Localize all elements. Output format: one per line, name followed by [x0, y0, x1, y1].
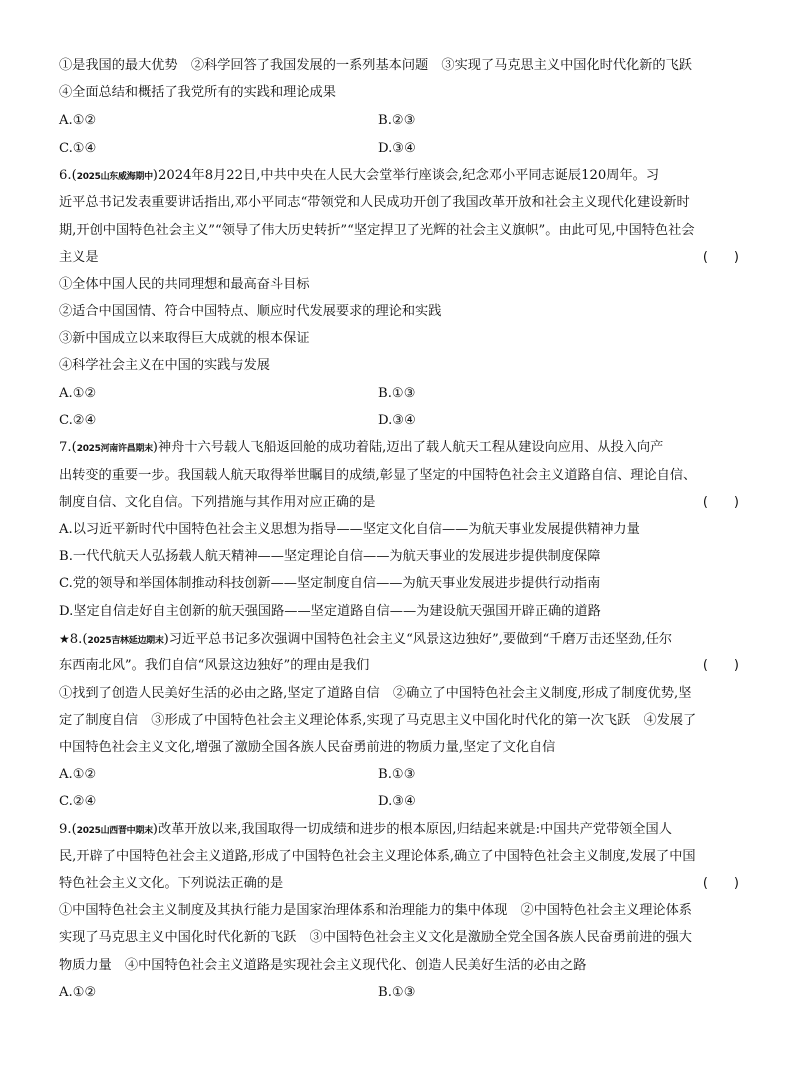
- q9-stem-line1: [59, 821, 739, 840]
- q6-option-d[interactable]: D.③④: [378, 413, 416, 428]
- q8-option-c[interactable]: C.②④: [59, 794, 97, 809]
- q9-answer-bracket[interactable]: ( ): [702, 876, 739, 891]
- q7-source: 2025河南许昌期末: [76, 444, 153, 454]
- q7-stem-line1: [59, 439, 739, 458]
- q6-stem-line3: 期,开创中国特色社会主义”“领导了伟大历史转折”“坚定捍卫了光辉的社会主义旗帜”。由此可见,中国特色社会: [59, 223, 695, 238]
- q9-statements-line1: ①中国特色社会主义制度及其执行能力是国家治理体系和治理能力的集中体现 ②中国特色社会主义理论体系: [59, 903, 692, 918]
- q7-answer-bracket[interactable]: ( ): [702, 495, 739, 510]
- q5-option-d[interactable]: D.③④: [378, 141, 416, 156]
- q6-option-b[interactable]: B.①③: [378, 386, 416, 401]
- q8-stem-line1: [59, 630, 739, 650]
- q6-number: 6.(: [59, 168, 77, 183]
- q6-statement-2: ②适合中国国情、符合中国特点、顺应时代发展要求的理论和实践: [59, 304, 442, 319]
- q8-option-d[interactable]: D.③④: [378, 794, 416, 809]
- q7-option-a[interactable]: A.以习近平新时代中国特色社会主义思想为指导——坚定文化自信——为航天事业发展提供精神力量: [59, 522, 640, 537]
- q6-stem-line1: [59, 167, 739, 186]
- q7-option-c[interactable]: C.党的领导和举国体制推动科技创新——坚定制度自信——为航天事业发展进步提供行动指南: [59, 576, 601, 591]
- q7-stem-text3: 制度自信、文化自信。下列措施与其作用对应正确的是: [59, 495, 376, 510]
- q9-option-a[interactable]: A.①②: [59, 985, 97, 1000]
- q8-stem-text2: 东西南北风”。我们自信“风景这边独好”的理由是我们: [59, 658, 370, 673]
- q8-source: 2025吉林延边期末: [87, 636, 164, 646]
- q6-stem-text1: )2024年8月22日,中共中央在人民大会堂举行座谈会,纪念邓小平同志诞辰120周年。习: [152, 168, 660, 183]
- q6-stem-line2: 近平总书记发表重要讲话指出,邓小平同志“带领党和人民成功开创了我国改革开放和社会主义现代化建设新时: [59, 195, 690, 210]
- q6-statement-3: ③新中国成立以来取得巨大成就的根本保证: [59, 331, 310, 346]
- q6-stem-line4: [59, 249, 739, 267]
- q5-option-a[interactable]: A.①②: [59, 113, 97, 128]
- star-icon: ★: [59, 632, 70, 646]
- q9-statements-line3: 物质力量 ④中国特色社会主义道路是实现社会主义现代化、创造人民美好生活的必由之路: [59, 958, 587, 973]
- q5-statements-line1: ①是我国的最大优势 ②科学回答了我国发展的一系列基本问题 ③实现了马克思主义中国化时代化新的飞跃: [59, 58, 692, 73]
- q6-stem-text4: 主义是: [59, 250, 99, 265]
- q8-stem-text1: )习近平总书记多次强调中国特色社会主义“风景这边独好”,要做到“千磨万击还坚劲,任尔: [163, 632, 673, 647]
- q9-stem-line3: [59, 875, 739, 893]
- q8-answer-bracket[interactable]: ( ): [702, 658, 739, 673]
- q5-option-b[interactable]: B.②③: [378, 113, 416, 128]
- q9-statements-line2: 实现了马克思主义中国化时代化新的飞跃 ③中国特色社会主义文化是激励全党全国各族人民奋勇前进的强大: [59, 930, 692, 945]
- q6-statement-4: ④科学社会主义在中国的实践与发展: [59, 358, 270, 373]
- q8-number: 8.(: [69, 632, 88, 647]
- q7-option-d[interactable]: D.坚定自信走好自主创新的航天强国路——坚定道路自信——为建设航天强国开辟正确的道路: [59, 604, 601, 619]
- q5-statements-line2: ④全面总结和概括了我党所有的实践和理论成果: [59, 85, 336, 100]
- q9-stem-text3: 特色社会主义文化。下列说法正确的是: [59, 876, 284, 891]
- q6-option-a[interactable]: A.①②: [59, 386, 97, 401]
- q9-number: 9.(: [59, 822, 77, 837]
- q6-statement-1: ①全体中国人民的共同理想和最高奋斗目标: [59, 277, 310, 292]
- q7-stem-line2: 出转变的重要一步。我国载人航天取得举世瞩目的成绩,彰显了坚定的中国特色社会主义道路自信、理论自信、: [59, 468, 697, 483]
- q6-answer-bracket[interactable]: ( ): [702, 250, 739, 265]
- q7-number: 7.(: [59, 440, 77, 455]
- q8-stem-line2: [59, 657, 739, 675]
- q8-option-b[interactable]: B.①③: [378, 767, 416, 782]
- q9-stem-line2: 民,开辟了中国特色社会主义道路,形成了中国特色社会主义理论体系,确立了中国特色社会主义制度,发展了中国: [59, 849, 696, 864]
- q8-statements-line3: 中国特色社会主义文化,增强了激励全国各族人民奋勇前进的物质力量,坚定了文化自信: [59, 740, 556, 755]
- q9-stem-text1: )改革开放以来,我国取得一切成绩和进步的根本原因,归结起来就是:中国共产党带领全国人: [152, 822, 672, 837]
- q8-statements-line1: ①找到了创造人民美好生活的必由之路,坚定了道路自信 ②确立了中国特色社会主义制度,形成了制度优势,坚: [59, 686, 692, 701]
- q6-option-c[interactable]: C.②④: [59, 413, 97, 428]
- q8-statements-line2: 定了制度自信 ③形成了中国特色社会主义理论体系,实现了马克思主义中国化时代化的第一次飞跃 ④发展了: [59, 713, 697, 728]
- q5-option-c[interactable]: C.①④: [59, 141, 97, 156]
- q6-source: 2025山东威海期中: [76, 172, 153, 182]
- q9-option-b[interactable]: B.①③: [378, 985, 416, 1000]
- q8-option-a[interactable]: A.①②: [59, 767, 97, 782]
- q9-source: 2025山西晋中期末: [76, 826, 153, 836]
- q7-option-b[interactable]: B.一代代航天人弘扬载人航天精神——坚定理论自信——为航天事业的发展进步提供制度保障: [59, 549, 601, 564]
- q7-stem-line3: [59, 494, 739, 512]
- q7-stem-text1: )神舟十六号载人飞船返回舱的成功着陆,迈出了载人航天工程从建设向应用、从投入向产: [152, 440, 664, 455]
